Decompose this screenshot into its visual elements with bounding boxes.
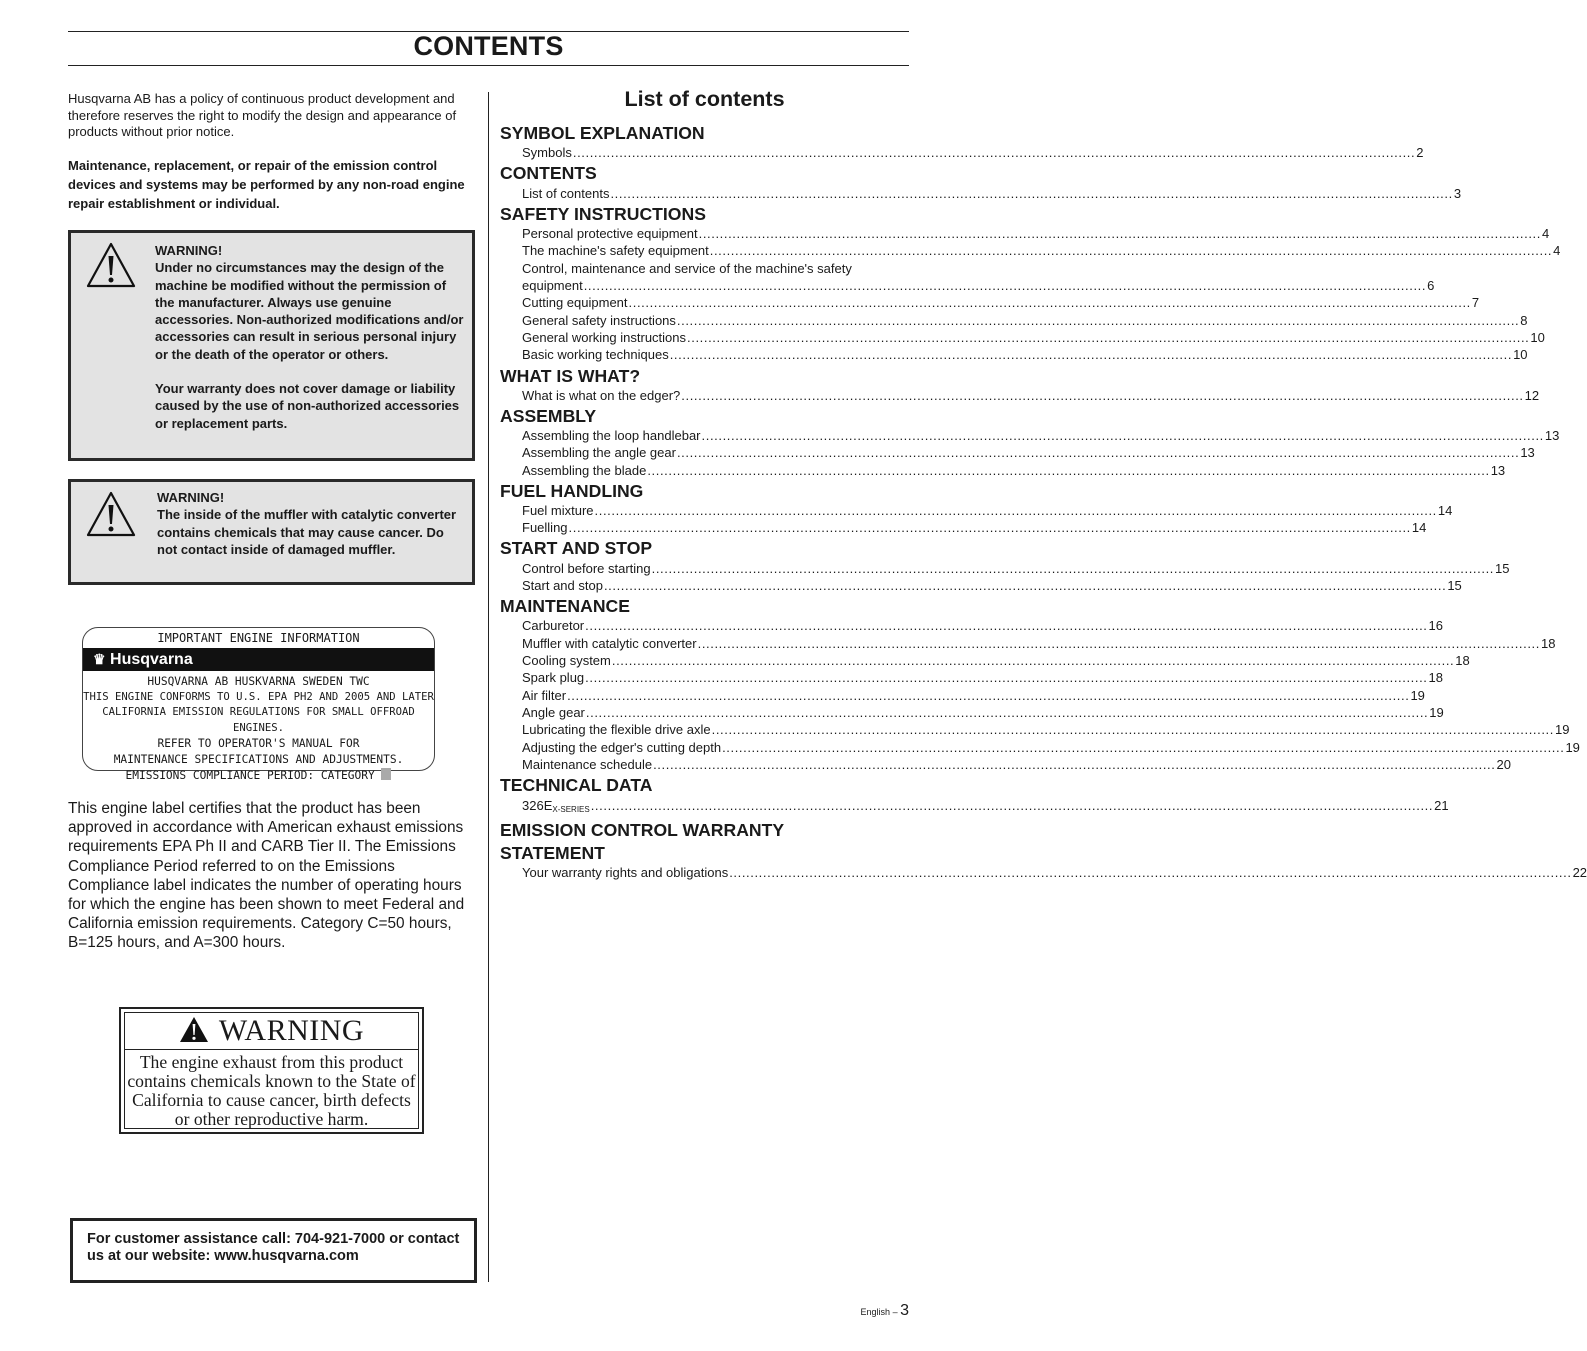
toc-entry[interactable]: Symbols ..... 2 <box>522 144 909 161</box>
husqvarna-crown-icon: ♛ <box>93 651 106 667</box>
toc-entry[interactable]: Fuelling ..... 14 <box>522 519 909 536</box>
engine-label-line: THIS ENGINE CONFORMS TO U.S. EPA PH2 AND 2005 AND LATER <box>83 690 434 703</box>
engine-label-line: HUSQVARNA AB HUSKVARNA SWEDEN TWC <box>147 675 370 688</box>
toc-entry[interactable]: Assembling the loop handlebar ..... 13 <box>522 427 909 444</box>
husqvarna-logo-bar <box>83 648 434 671</box>
toc-section-heading: ASSEMBLY <box>500 406 597 426</box>
intro-paragraph: Husqvarna AB has a policy of continuous product development and therefore reserves the right to modify the design and appearance of products without prior notice. <box>68 91 457 139</box>
toc-entry[interactable]: General working instructions ..... 10 <box>522 329 909 346</box>
page-footer: English – 3 <box>860 1302 909 1319</box>
engine-label-line: EMISSIONS COMPLIANCE PERIOD: CATEGORY <box>125 768 375 782</box>
engine-label-header: IMPORTANT ENGINE INFORMATION <box>157 631 360 645</box>
toc-entry[interactable]: Spark plug ..... 18 <box>522 669 909 686</box>
toc-entry-wrapped[interactable]: Control, maintenance and service of the machine's safety <box>522 261 852 276</box>
toc-entry[interactable]: List of contents ..... 3 <box>522 185 909 202</box>
warning-box-modifications <box>68 230 475 461</box>
toc-section-heading: SYMBOL EXPLANATION <box>500 123 705 143</box>
toc-entry[interactable]: Maintenance schedule ..... 20 <box>522 756 909 773</box>
toc-entry[interactable]: Air filter ..... 19 <box>522 687 909 704</box>
page-title: CONTENTS <box>413 31 564 61</box>
warning1-text2: Your warranty does not cover damage or liability caused by the use of non-authorized accessories or replacement parts. <box>155 381 460 431</box>
toc-entry[interactable]: Your warranty rights and obligations ..... 22 <box>522 864 909 881</box>
toc-entry[interactable]: Control before starting ..... 15 <box>522 560 909 577</box>
toc-title: List of contents <box>624 87 785 111</box>
warning-triangle-icon <box>179 1016 209 1043</box>
column-divider <box>488 92 489 1282</box>
toc-section-heading: TECHNICAL DATA <box>500 775 653 795</box>
category-box <box>381 768 391 780</box>
toc-entry[interactable]: Assembling the blade ..... 13 <box>522 462 909 479</box>
toc-entry[interactable]: equipment ..... 6 <box>522 277 909 294</box>
toc-entry[interactable]: Angle gear ..... 19 <box>522 704 909 721</box>
toc-section-heading: FUEL HANDLING <box>500 481 644 501</box>
brand-name: Husqvarna <box>110 651 193 668</box>
customer-assistance-box: For customer assistance call: 704-921-7000 or contact us at our website: www.husqvarna.com <box>70 1218 477 1283</box>
warning2-text: The inside of the muffler with catalytic converter contains chemicals that may cause cancer. Do not contact inside of damaged muffler. <box>157 507 457 557</box>
toc-entry[interactable]: Basic working techniques ..... 10 <box>522 346 909 363</box>
toc-section-heading: WHAT IS WHAT? <box>500 366 641 386</box>
engine-label-line: REFER TO OPERATOR'S MANUAL FOR <box>157 737 360 751</box>
engine-label-explanation: This engine label certifies that the product has been approved in accordance with American exhaust emissions requirements EPA Ph II and CARB Tier II. The Emissions Compliance Period referred to on the Emissions Compliance label indicates the number of operating hours for which the engine has been shown to meet Federal and California emission requirements. Category C=50 hours, B=125 hours, and A=300 hours. <box>68 800 465 952</box>
toc-section-heading: CONTENTS <box>500 163 597 183</box>
engine-label-line: MAINTENANCE SPECIFICATIONS AND ADJUSTMENTS. <box>113 752 404 766</box>
warning-box-muffler <box>68 479 475 585</box>
toc-section-heading: MAINTENANCE <box>500 596 630 616</box>
emission-note: Maintenance, replacement, or repair of the emission control devices and systems may be performed by any non-road engine repair establishment or individual. <box>68 158 465 211</box>
toc-entry[interactable]: Assembling the angle gear ..... 13 <box>522 444 909 461</box>
toc-entry[interactable]: Start and stop ..... 15 <box>522 577 909 594</box>
toc-entry[interactable]: Cutting equipment ..... 7 <box>522 294 909 311</box>
california-warning-heading: WARNING <box>218 1014 365 1047</box>
title-rule <box>68 65 909 66</box>
warning1-text: Under no circumstances may the design of the machine be modified without the permission of the manufacturer. Always use genuine accessories. Non-authorized modifications and/or accessories can result in serious personal injury or the death of the operator or others. <box>155 260 464 362</box>
toc-entry[interactable]: General safety instructions ..... 8 <box>522 312 909 329</box>
engine-information-label <box>82 627 435 782</box>
toc-entry[interactable]: What is what on the edger? ..... 12 <box>522 387 909 404</box>
toc-entry[interactable]: Fuel mixture ..... 14 <box>522 502 909 519</box>
toc-section-heading: EMISSION CONTROL WARRANTY STATEMENT <box>500 820 785 863</box>
toc-section-heading: SAFETY INSTRUCTIONS <box>500 204 706 224</box>
toc-entry[interactable]: Cooling system ..... 18 <box>522 652 909 669</box>
toc-entry[interactable]: $326E_{X-SERIES}$ ..... 21 <box>522 797 909 818</box>
california-warning-text: The engine exhaust from this product contains chemicals known to the State of California to cause cancer, birth defects or other reproductive harm. <box>127 1052 416 1129</box>
toc-entry[interactable]: Personal protective equipment ..... 4 <box>522 225 909 242</box>
toc-entry[interactable]: Adjusting the edger's cutting depth ..... 19 <box>522 739 909 756</box>
warning2-heading: WARNING! <box>157 490 225 505</box>
toc-entry[interactable]: Carburetor ..... 16 <box>522 617 909 634</box>
toc-entry[interactable]: The machine's safety equipment ..... 4 <box>522 242 909 259</box>
toc-entry[interactable]: Muffler with catalytic converter ..... 18 <box>522 635 909 652</box>
warning-triangle-icon <box>85 241 137 289</box>
warning1-heading: WARNING! <box>155 243 223 258</box>
toc-entry[interactable]: Lubricating the flexible drive axle ..... 19 <box>522 721 909 738</box>
california-warning-box <box>119 1007 424 1134</box>
page-number: 3 <box>900 1302 909 1319</box>
engine-label-line: CALIFORNIA EMISSION REGULATIONS FOR SMALL OFFROAD ENGINES. <box>102 706 415 734</box>
warning-triangle-icon <box>85 490 137 538</box>
toc-section-heading: START AND STOP <box>500 538 653 558</box>
